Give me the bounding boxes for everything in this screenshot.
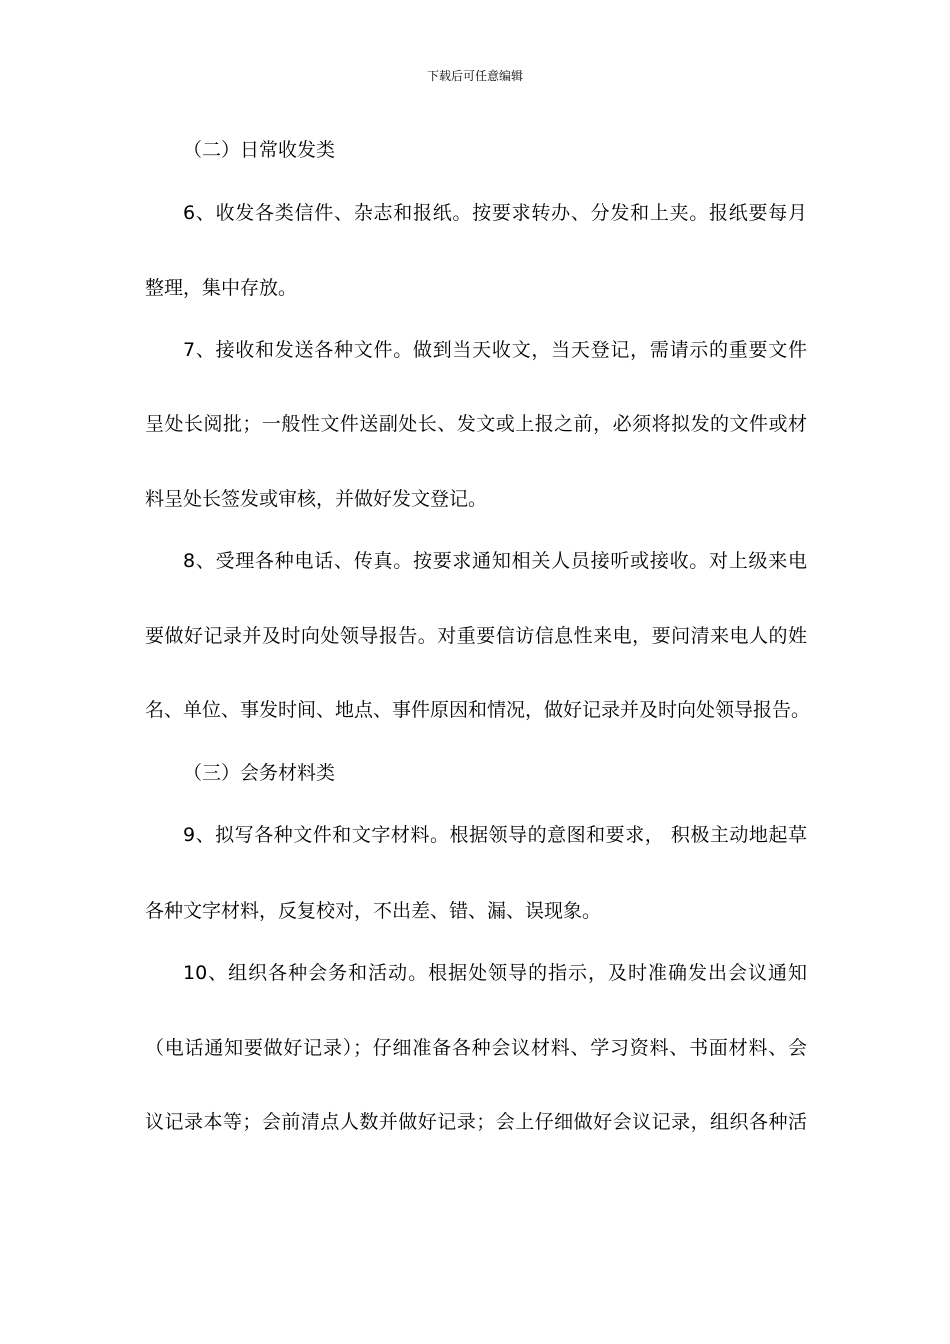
section-heading-daily: （二）日常收发类	[183, 139, 336, 161]
page-header: 下载后可任意编辑	[426, 69, 523, 83]
paragraph-line: 6、收发各类信件、杂志和报纸。按要求转办、分发和上夹。报纸要每月	[183, 202, 807, 224]
paragraph-line: 名、单位、事发时间、地点、事件原因和情况，做好记录并及时向处领导报告。	[145, 699, 811, 721]
paragraph-line: 10、组织各种会务和活动。根据处领导的指示，及时准确发出会议通知	[183, 962, 807, 984]
paragraph-line: （电话通知要做好记录）；仔细准备各种会议材料、学习资料、书面材料、会	[145, 1037, 807, 1059]
paragraph-line: 各种文字材料，反复校对，不出差、错、漏、误现象。	[145, 900, 602, 922]
paragraph-line: 9、拟写各种文件和文字材料。根据领导的意图和要求， 积极主动地起草	[183, 824, 807, 846]
paragraph-line: 议记录本等；会前清点人数并做好记录；会上仔细做好会议记录，组织各种活	[145, 1111, 807, 1133]
paragraph-line: 料呈处长签发或审核，并做好发文登记。	[145, 488, 488, 510]
paragraph-line: 8、受理各种电话、传真。按要求通知相关人员接听或接收。对上级来电	[183, 550, 807, 572]
section-heading-meeting: （三）会务材料类	[183, 762, 336, 784]
paragraph-line: 呈处长阅批；一般性文件送副处长、发文或上报之前，必须将拟发的文件或材	[145, 413, 807, 435]
paragraph-line: 整理，集中存放。	[145, 277, 298, 299]
paragraph-line: 要做好记录并及时向处领导报告。对重要信访信息性来电，要问清来电人的姓	[145, 625, 807, 647]
paragraph-line: 7、接收和发送各种文件。做到当天收文，当天登记，需请示的重要文件	[183, 339, 807, 361]
